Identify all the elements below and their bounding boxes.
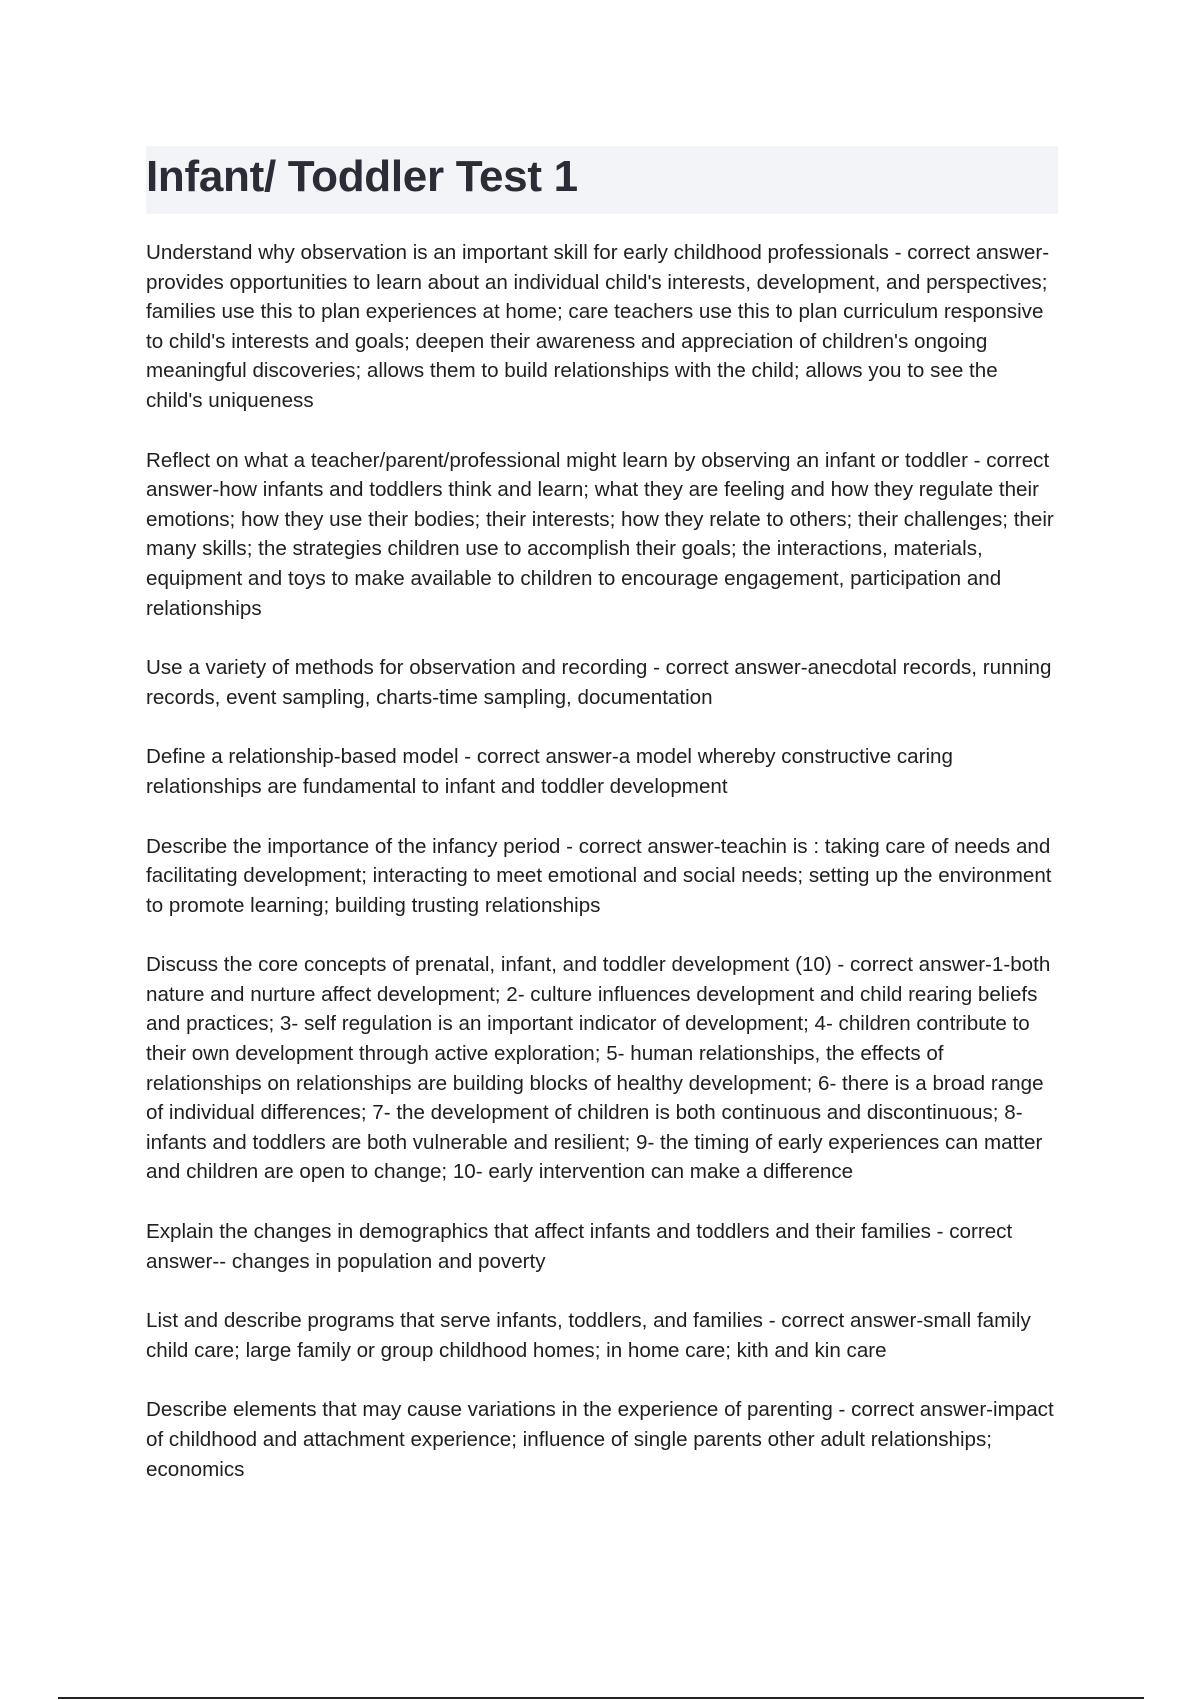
page-bottom-divider (58, 1697, 1144, 1699)
question-answer-6: Discuss the core concepts of prenatal, infant, and toddler development (10) - correct answer-1-both nature and nurture affect development; 2- culture influences development and child rearing beliefs and practices; 3- self regulation is an important indicator of development; 4- children contribute to their own development through active exploration; 5- human relationships, the effects of relationships on relationships are building blocks of healthy development; 6- there is a broad range of individual differences; 7- the development of children is both continuous and discontinuous; 8- infants and toddlers are both vulnerable and resilient; 9- the timing of early experiences can matter and children are open to change; 10- early intervention can make a difference (146, 953, 1051, 1184)
question-answer-4: Define a relationship-based model - correct answer-a model whereby constructive caring relationships are fundamental to infant and toddler development (146, 745, 953, 798)
title-banner (146, 146, 1058, 214)
question-answer-8: List and describe programs that serve infants, toddlers, and families - correct answer-small family child care; large family or group childhood homes; in home care; kith and kin care (146, 1309, 1031, 1362)
question-list (146, 238, 1056, 1514)
page-title: Infant/ Toddler Test 1 (146, 152, 578, 201)
question-answer-1: Understand why observation is an important skill for early childhood professionals - correct answer-provides opportunities to learn about an individual child's interests, development, and perspectives; families use this to plan experiences at home; care teachers use this to plan curriculum responsive to child's interests and goals; deepen their awareness and appreciation of children's ongoing meaningful discoveries; allows them to build relationships with the child; allows you to see the child's uniqueness (146, 241, 1050, 412)
question-answer-9: Describe elements that may cause variations in the experience of parenting - correct answer-impact of childhood and attachment experience; influence of single parents other adult relationships; economics (146, 1398, 1054, 1481)
question-answer-7: Explain the changes in demographics that affect infants and toddlers and their families - correct answer-- changes in population and poverty (146, 1220, 1013, 1273)
question-answer-5: Describe the importance of the infancy period - correct answer-teachin is : taking care of needs and facilitating development; interacting to meet emotional and social needs; setting up the environment to promote learning; building trusting relationships (146, 834, 1052, 917)
question-answer-3: Use a variety of methods for observation and recording - correct answer-anecdotal records, running records, event sampling, charts-time sampling, documentation (146, 656, 1052, 709)
question-answer-2: Reflect on what a teacher/parent/professional might learn by observing an infant or toddler - correct answer-how infants and toddlers think and learn; what they are feeling and how they regulate their emotions; how they use their bodies; their interests; how they relate to others; their challenges; their many skills; the strategies children use to accomplish their goals; the interactions, materials, equipment and toys to make available to children to encourage engagement, participation and relationships (146, 448, 1054, 620)
